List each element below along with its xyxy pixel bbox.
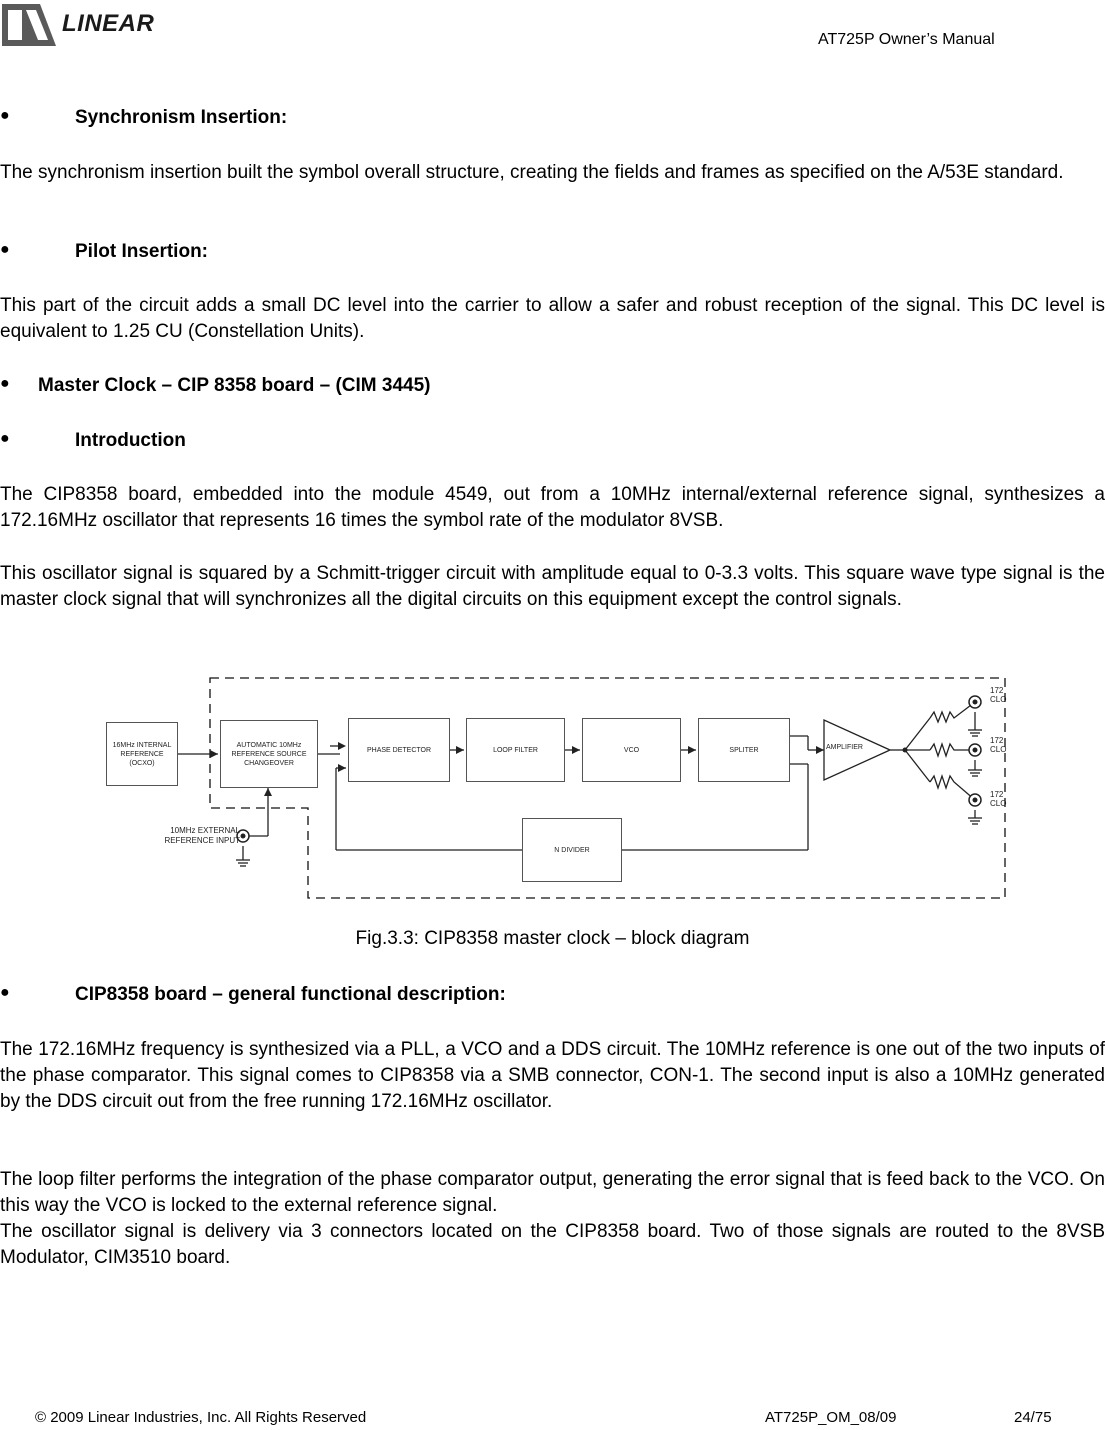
heading-introduction: Introduction: [75, 430, 186, 451]
bullet-icon: ●: [0, 984, 10, 1001]
figure-caption: Fig.3.3: CIP8358 master clock – block diagram: [355, 928, 750, 949]
heading-sync: Synchronism Insertion:: [75, 107, 288, 128]
splitter-block: SPLITER: [698, 718, 790, 782]
bullet-icon: ●: [0, 375, 10, 392]
divider-block: N DIVIDER: [522, 818, 622, 882]
para-pilot: This part of the circuit adds a small DC level into the carrier to allow a safer and robust reception of the signal. This DC level is equivalent to 1.25 CU (Constellation Units).: [0, 295, 1105, 342]
auto-changeover-block: AUTOMATIC 10MHz REFERENCE SOURCE CHANGEOVER: [220, 720, 318, 788]
internal-reference-block: 16MHz INTERNAL REFERENCE (OCXO): [106, 722, 178, 786]
amplifier-label: AMPLIFIER: [826, 744, 863, 751]
vco-block: VCO: [582, 718, 681, 782]
bullet-icon: ●: [0, 241, 10, 258]
external-reference-label: 10MHz EXTERNAL REFERENCE INPUT: [164, 826, 240, 845]
output-3-label: 172 CLO: [990, 790, 1007, 808]
block-diagram: [0, 660, 1105, 910]
bullet-icon: ●: [0, 107, 10, 124]
para-intro-1: The CIP8358 board, embedded into the module 4549, out from a 10MHz internal/external reference signal, synthesizes a 172.16MHz oscillator that represents 16 times the symbol rate of the modulator 8VSB.: [0, 484, 1105, 531]
para-general-2: The loop filter performs the integration of the phase comparator output, generating the error signal that is feed back to the VCO. On this way the VCO is locked to the external reference signal.: [0, 1169, 1105, 1216]
logo-text: LINEAR: [62, 10, 155, 37]
heading-pilot: Pilot Insertion:: [75, 241, 208, 262]
para-intro-2: This oscillator signal is squared by a Schmitt-trigger circuit with amplitude equal to 0-3.3 volts. This square wave type signal is the master clock signal that will synchronizes all the digital circuits on this equipment except the control signals.: [0, 563, 1105, 610]
para-sync: The synchronism insertion built the symbol overall structure, creating the fields and frames as specified on the A/53E standard.: [0, 162, 1064, 183]
output-1-label: 172 CLO: [990, 686, 1007, 704]
para-general-3: The oscillator signal is delivery via 3 connectors located on the CIP8358 board. Two of those signals are routed to the 8VSB Modulator, CIM3510 board.: [0, 1221, 1105, 1268]
footer-copyright: © 2009 Linear Industries, Inc. All Rights Reserved: [35, 1409, 367, 1426]
output-2-label: 172 CLO: [990, 736, 1007, 754]
phase-detector-block: PHASE DETECTOR: [348, 718, 450, 782]
heading-general: CIP8358 board – general functional description:: [75, 984, 506, 1005]
bullet-icon: ●: [0, 430, 10, 447]
loop-filter-block: LOOP FILTER: [466, 718, 565, 782]
heading-master-clock: Master Clock – CIP 8358 board – (CIM 3445): [38, 375, 431, 396]
footer-doc-code: AT725P_OM_08/09: [765, 1409, 897, 1426]
header-title: AT725P Owner’s Manual: [818, 31, 995, 48]
para-general-1: The 172.16MHz frequency is synthesized via a PLL, a VCO and a DDS circuit. The 10MHz reference is one out of the two inputs of the phase comparator. This signal comes to CIP8358 via a SMB connector, CON-1. The second input is also a 10MHz generated by the DDS circuit out from the free running 172.16MHz oscillator.: [0, 1039, 1105, 1112]
footer-page-number: 24/75: [1014, 1409, 1052, 1426]
